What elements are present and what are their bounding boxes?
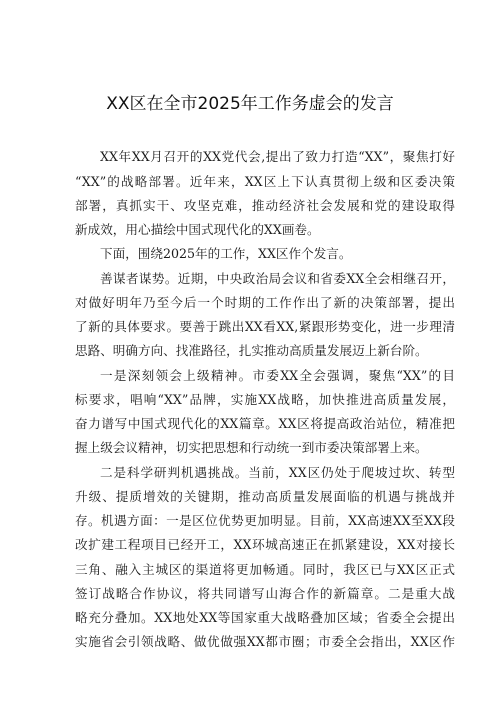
paragraph-2-line-1: 下面，围绕2025年的工作，XX区作个发言。 xyxy=(100,246,352,261)
paragraph-4-line-2: 标要求，唱响“XX”品牌，实施XX战略，加快推进高质量发展， xyxy=(75,392,455,407)
paragraph-5-line-6: 签订战略合作协议，将共同谱写山海合作的新篇章。二是重大战 xyxy=(75,586,455,601)
paragraph-5-line-3: 存。机遇方面：一是区位优势更加明显。目前，XX高速XX至XX段 xyxy=(75,513,455,528)
paragraph-3-line-1: 善谋者谋势。近期，中央政治局会议和省委XX全会相继召开， xyxy=(100,271,455,286)
paragraph-5-line-4: 改扩建工程项目已经开工，XX环城高速正在抓紧建设，XX对接长 xyxy=(75,537,455,552)
paragraph-5-line-7: 略充分叠加。XX地处XX等国家重大战略叠加区域；省委全会提出 xyxy=(75,610,455,625)
paragraph-5-line-5: 三角、融入主城区的渠道将更加畅通。同时，我区已与XX区正式 xyxy=(75,562,455,577)
paragraph-1-line-4: 新成效，用心描绘中国式现代化的XX画卷。 xyxy=(75,222,320,237)
paragraph-1-line-3: 部署，真抓实干、攻坚克难，推动经济社会发展和党的建设取得 xyxy=(75,198,455,213)
document-title: XX区在全市2025年工作务虚会的发言 xyxy=(106,94,394,114)
paragraph-5-line-1: 二是科学研判机遇挑战。当前，XX区仍处于爬坡过坎、转型 xyxy=(100,465,455,480)
paragraph-4-line-3: 奋力谱写中国式现代化的XX篇章。XX区将提高政治站位，精准把 xyxy=(75,416,455,431)
paragraph-4-line-1: 一是深刻领会上级精神。市委XX全会强调，聚焦“XX”的目 xyxy=(100,368,455,383)
paragraph-4-line-4: 握上级会议精神，切实把思想和行动统一到市委决策部署上来。 xyxy=(75,440,428,455)
paragraph-3-line-2: 对做好明年乃至今后一个时期的工作作出了新的决策部署，提出 xyxy=(75,295,455,310)
paragraph-5-line-8: 实施省会引领战略、做优做强XX都市圈；市委全会指出，XX区作 xyxy=(75,634,455,649)
paragraph-1-line-2: “XX”的战略部署。近年来，XX区上下认真贯彻上级和区委决策 xyxy=(75,174,455,189)
paragraph-3-line-4: 思路、明确方向、找准路径，扎实推动高质量发展迈上新台阶。 xyxy=(75,343,428,358)
paragraph-3-line-3: 了新的具体要求。要善于跳出XX看XX,紧跟形势变化，进一步理清 xyxy=(75,319,455,334)
paragraph-5-line-2: 升级、提质增效的关键期，推动高质量发展面临的机遇与挑战并 xyxy=(75,489,455,504)
paragraph-1-line-1: XX年XX月召开的XX党代会,提出了致力打造“XX”，聚焦打好 xyxy=(100,149,455,164)
